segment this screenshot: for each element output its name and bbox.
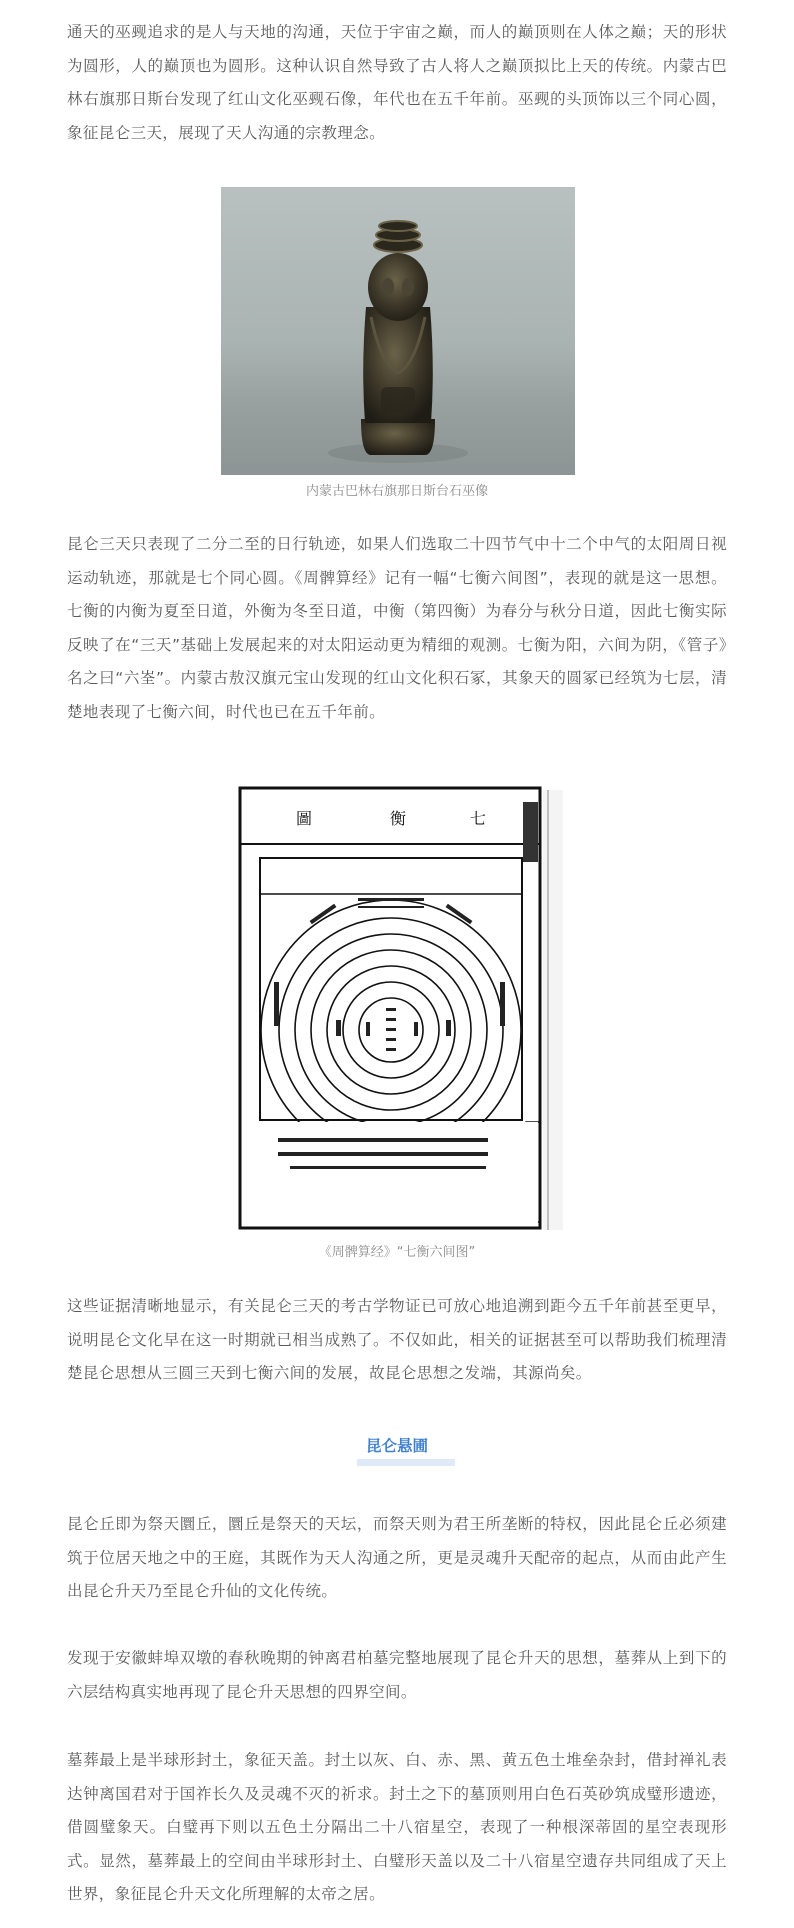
paragraph-6: 墓葬最上是半球形封土，象征天盖。封土以灰、白、赤、黑、黄五色土堆垒杂封，借封禅礼表达钟离国君对于国祚长久及灵魂不灭的祈求。封土之下的墓顶则用白色石英砂筑成璧形遗迹，借圆璧象天。白璧再下则以五色土分隔出二十八宿星空，表现了一种根深蒂固的星空表现形式。显然，墓葬最上的空间由半球形封土、白璧形天盖以及二十八宿星空遗存共同组成了天上世界，象征昆仑升天文化所理解的太帝之居。 bbox=[67, 1751, 727, 1903]
diagram-caption: 《周髀算经》“七衡六间图” bbox=[318, 1245, 476, 1260]
section-heading-text: 昆仑悬圃 bbox=[365, 1437, 428, 1455]
paragraph-1: 通天的巫觋追求的是人与天地的沟通，天位于宇宙之巅，而人的巅顶则在人体之巅；天的形状为圆形，人的巅顶也为圆形。这种认识自然导致了古人将人之巅顶拟比上天的传统。内蒙古巴林右旗那日斯台发现了红山文化巫觋石像，年代也在五千年前。巫觋的头顶饰以三个同心圆，象征昆仑三天，展现了天人沟通的宗教理念。 bbox=[67, 23, 727, 142]
diagram-title-left: 圖 bbox=[296, 809, 313, 828]
paragraph-5: 发现于安徽蚌埠双墩的春秋晚期的钟离君柏墓完整地展现了昆仑升天的思想，墓葬从上到下的六层结构真实地再现了昆仑升天思想的四界空间。 bbox=[67, 1649, 727, 1701]
seven-heng-six-jian-diagram bbox=[238, 782, 568, 1234]
paragraph-3: 这些证据清晰地显示，有关昆仑三天的考古学物证已可放心地追溯到距今五千年前甚至更早，说明昆仑文化早在这一时期就已相当成熟了。不仅如此，相关的证据甚至可以帮助我们梳理清楚昆仑思想从三圆三天到七衡六间的发展，故昆仑思想之发端，其源尚矣。 bbox=[67, 1297, 727, 1382]
photo-caption: 内蒙古巴林右旗那日斯台石巫像 bbox=[305, 484, 488, 499]
shaman-figure-drawing bbox=[221, 187, 575, 475]
section-heading bbox=[0, 1434, 794, 1456]
shaman-stone-figure-image bbox=[221, 187, 575, 475]
paragraph-4: 昆仑丘即为祭天圜丘，圜丘是祭天的天坛，而祭天则为君王所垄断的特权，因此昆仑丘必须建筑于位居天地之中的王庭，其既作为天人沟通之所，更是灵魂升天配帝的起点，从而由此产生出昆仑升天乃至昆仑升仙的文化传统。 bbox=[67, 1515, 727, 1600]
paragraph-2: 昆仑三天只表现了二分二至的日行轨迹，如果人们选取二十四节气中十二个中气的太阳周日视运动轨迹，那就是七个同心圆。《周髀算经》记有一幅“七衡六间图”，表现的就是这一思想。七衡的内衡为夏至日道，外衡为冬至日道，中衡（第四衡）为春分与秋分日道，因此七衡实际反映了在“三天”基础上发展起来的对太阳运动更为精细的观测。七衡为阳，六间为阴，《管子》名之曰“六峑”。内蒙古敖汉旗元宝山发现的红山文化积石冢，其象天的圆冢已经筑为七层，清楚地表现了七衡六间，时代也已在五千年前。 bbox=[67, 535, 727, 721]
section-heading-highlight bbox=[357, 1459, 455, 1466]
diagram-title-mid: 衡 bbox=[390, 809, 407, 828]
diagram-title-right: 七 bbox=[470, 809, 487, 828]
diagram-drawing bbox=[238, 782, 568, 1234]
